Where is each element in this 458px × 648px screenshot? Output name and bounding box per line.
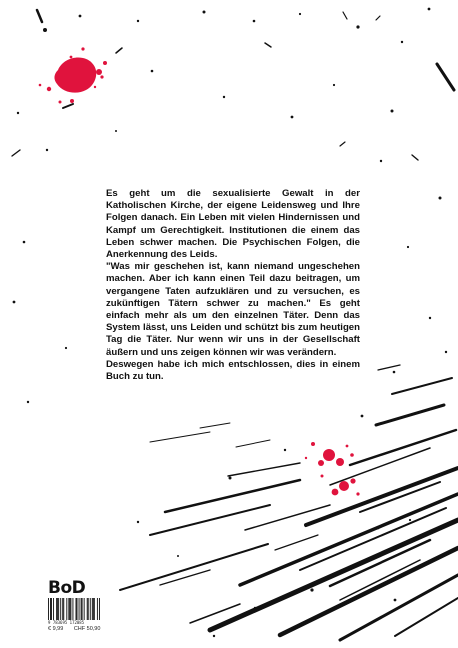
blurb-paragraph: "Was mir geschehen ist, kann niemand ungeschehen machen. Aber ich kann einen Teil dazu beitragen, um vergangene Taten aufzuklären und zu versuchen, es zukünftigen Tätern schwer zu machen." Es geht einfach mehr als um den einzelnen Täter. Denn das System lässt, uns Leiden und schützt bis zum heutigen Tag die Täter. Nur wenn wir uns in der Gesellschaft äußern und uns zeigen können wir was verändern.	[106, 261, 360, 358]
barcode-bar	[79, 598, 80, 620]
barcode-bar	[87, 598, 88, 620]
barcode-bar	[50, 598, 51, 620]
barcode-bar	[53, 598, 54, 620]
barcode-bar	[97, 598, 98, 620]
isbn-barcode	[48, 598, 100, 620]
barcode-bar	[60, 598, 61, 620]
barcode-bar	[81, 598, 82, 620]
barcode-bar	[77, 598, 78, 620]
barcode-bar	[94, 598, 95, 620]
publisher-logo: BoD	[48, 578, 86, 598]
barcode-bar	[76, 598, 77, 620]
barcode-bar	[82, 598, 83, 620]
barcode-bar	[92, 598, 93, 620]
barcode-bar	[69, 598, 70, 620]
isbn-number: 9 783695 172085	[48, 620, 85, 625]
barcode-bar	[62, 598, 63, 620]
barcode-bar	[51, 598, 52, 620]
barcode-bar	[57, 598, 58, 620]
price-line	[48, 626, 109, 632]
blurb-paragraph: Deswegen habe ich mich entschlossen, dies in einem Buch zu tun.	[106, 358, 360, 383]
barcode-bar	[48, 598, 49, 620]
back-cover-blurb	[106, 188, 360, 383]
barcode-bar	[93, 598, 94, 620]
barcode-bar	[84, 598, 85, 620]
barcode-bar	[70, 598, 71, 620]
barcode-bar	[99, 598, 100, 620]
price-chf: CHF 50,90	[73, 626, 101, 632]
barcode-bar	[88, 598, 89, 620]
blurb-paragraph: Es geht um die sexualisierte Gewalt in der Katholischen Kirche, der eigene Leidensweg und Ihre Folgen danach. Ein Leben mit vielen Hindernissen und Kampf um Gerechtigkeit. Institutionen die einem das Leben schwer machen. Die Psychischen Folgen, die Anerkennung des Leids.	[106, 188, 360, 261]
barcode-bar	[63, 598, 64, 620]
barcode-bar	[56, 598, 57, 620]
barcode-bar	[58, 598, 59, 620]
barcode-bar	[72, 598, 73, 620]
blood-splatter-top	[39, 47, 107, 103]
bottom-ink-streaks	[120, 365, 458, 640]
barcode-bar	[66, 598, 67, 620]
barcode-bar	[90, 598, 91, 620]
price-eur: € 9,99	[48, 626, 64, 632]
barcode-bar	[68, 598, 69, 620]
blood-splatter-middle	[305, 442, 360, 496]
